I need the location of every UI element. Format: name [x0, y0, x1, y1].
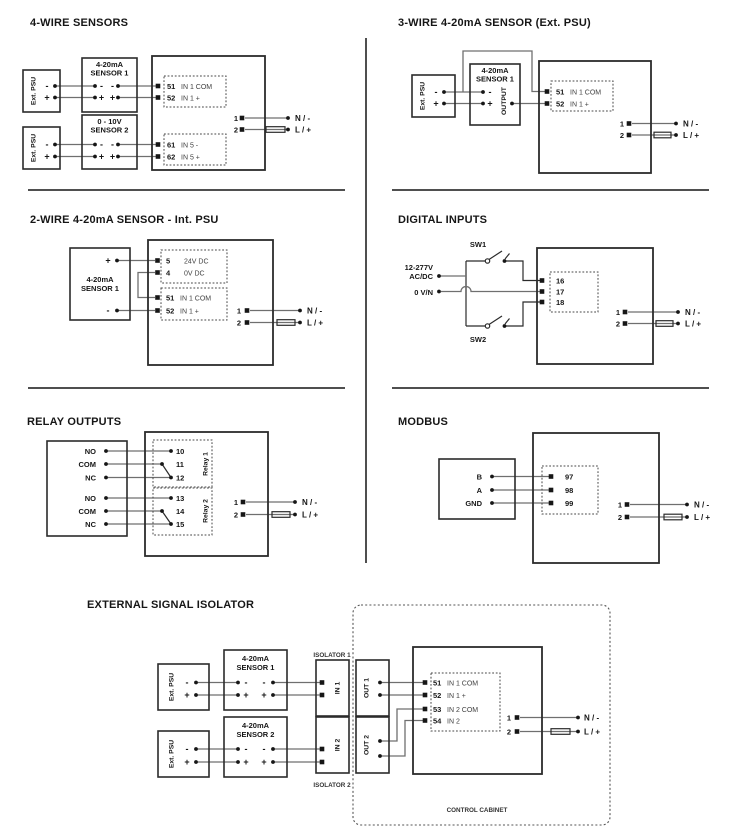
output-label: OUTPUT [501, 87, 508, 115]
terminal-52: 52 [166, 306, 175, 316]
power-terminal-1: 1 [619, 119, 624, 129]
signal-b: B [476, 472, 482, 482]
sensor2-name: SENSOR 2 [236, 730, 275, 739]
panel-2-wire-sensor [0, 190, 366, 390]
power-terminal-2: 2 [233, 510, 238, 520]
terminal-17: 17 [556, 287, 565, 297]
panel-external-signal-isolator [0, 563, 732, 839]
ext-psu-2-box [158, 731, 209, 777]
s1-plus-b: + [261, 690, 267, 700]
terminal-51: 51 [166, 293, 175, 303]
panel-title: 2-WIRE 4-20mA SENSOR - Int. PSU [30, 214, 219, 226]
sensor2-name: SENSOR 2 [90, 125, 129, 135]
psu1-minus: - [185, 677, 189, 688]
terminal-block-psu [161, 250, 227, 283]
terminal-16: 16 [556, 276, 565, 286]
psu-plus: + [433, 98, 439, 109]
terminal-51-label: IN 1 COM [570, 89, 602, 97]
sensor1-name: SENSOR 1 [476, 74, 514, 84]
terminal-97: 97 [565, 472, 574, 482]
terminal-61: 61 [167, 140, 176, 150]
signal-a: A [476, 486, 482, 495]
power-terminal-1: 1 [233, 114, 238, 123]
s1-plus-b: + [109, 92, 116, 103]
terminal-53-label: IN 2 COM [447, 707, 479, 714]
sensor-plus: + [105, 255, 111, 266]
panel-title: DIGITAL INPUTS [398, 214, 488, 226]
terminal-4: 4 [166, 268, 171, 278]
panel-digital-inputs [366, 190, 732, 390]
terminal-51-label: IN 1 COM [180, 295, 212, 303]
panel-3-wire-sensor [366, 0, 732, 190]
terminal-5: 5 [166, 256, 171, 266]
ext-psu-label: Ext. PSU [419, 81, 427, 111]
s2-minus-b: - [111, 139, 114, 150]
isolator2-label: ISOLATOR 2 [313, 782, 351, 789]
sensor2-type: 4-20mA [241, 721, 270, 730]
panel-title: EXTERNAL SIGNAL ISOLATOR [87, 599, 255, 611]
neutral-label: N / - [683, 119, 699, 129]
neutral-label: N / - [694, 500, 710, 510]
terminal-5-label: 24V DC [184, 258, 209, 266]
line-label: L / + [295, 125, 312, 135]
terminal-62: 62 [167, 152, 176, 162]
contact-nc-2: NC [85, 520, 96, 529]
supply-voltage: 12-277V [404, 263, 433, 272]
neutral-label: N / - [302, 498, 318, 507]
isolator-1-in-box [316, 660, 349, 716]
terminal-14: 14 [176, 507, 185, 516]
s2-minus-b: - [262, 744, 266, 754]
power-terminal-2: 2 [236, 318, 241, 328]
sensor1-type: 4-20mA [86, 275, 114, 284]
s1-plus-a: + [243, 690, 249, 700]
terminal-squares [540, 278, 628, 326]
contact-com-2: COM [78, 507, 96, 516]
terminal-52-label: IN 1 + [181, 95, 200, 103]
line-label: L / + [307, 318, 324, 328]
terminal-11: 11 [176, 460, 184, 469]
s2-plus-b: + [109, 151, 116, 162]
line-label: L / + [694, 513, 711, 522]
power-terminal-1: 1 [233, 498, 238, 507]
panel-title: 3-WIRE 4-20mA SENSOR (Ext. PSU) [398, 17, 591, 29]
power-terminal-1: 1 [617, 500, 622, 510]
s2-plus-b: + [261, 757, 267, 767]
terminal-61-label: IN 5 - [181, 142, 199, 150]
device-box [539, 61, 651, 173]
sensor-minus: - [488, 87, 492, 97]
terminal-squares [241, 500, 246, 517]
terminal-13: 13 [176, 494, 185, 503]
terminal-99: 99 [565, 499, 574, 508]
power-terminal-2: 2 [615, 319, 620, 329]
terminal-10: 10 [176, 447, 185, 456]
power-terminal-2: 2 [617, 513, 622, 522]
line-label: L / + [683, 131, 700, 140]
s1-plus-a: + [98, 92, 105, 103]
psu1-plus: + [44, 92, 50, 103]
line-label: L / + [685, 319, 702, 329]
terminal-53: 53 [433, 705, 442, 714]
contact-com-1: COM [78, 460, 96, 469]
terminal-15: 15 [176, 520, 185, 529]
terminal-18: 18 [556, 298, 565, 307]
power-terminal-2: 2 [619, 131, 624, 140]
psu1-minus: - [45, 81, 49, 91]
psu2-plus: + [44, 151, 50, 162]
terminal-52-label: IN 1 + [447, 693, 466, 700]
terminal-51-label: IN 1 COM [181, 84, 213, 91]
panel-title: 4-WIRE SENSORS [30, 17, 129, 29]
signal-gnd: GND [465, 499, 482, 508]
in2-label: IN 2 [334, 738, 342, 752]
junction-dots [442, 87, 678, 137]
neutral-label: N / - [584, 713, 600, 723]
power-terminal-2: 2 [233, 125, 238, 135]
terminal-51: 51 [556, 87, 565, 97]
terminal-98: 98 [565, 486, 574, 495]
sensor-plus: + [487, 98, 493, 109]
device-box [537, 248, 653, 364]
s2-minus-a: - [100, 139, 103, 150]
terminal-51: 51 [433, 678, 442, 688]
panel-4-wire-sensors [0, 0, 366, 190]
s2-minus-a: - [244, 744, 248, 754]
sw2-label: SW2 [469, 335, 487, 344]
s1-minus-b: - [111, 81, 114, 91]
contact-nc-1: NC [85, 473, 96, 483]
terminal-54-label: IN 2 [447, 718, 460, 726]
s1-minus-a: - [244, 677, 248, 688]
neutral-input: 0 V/N [414, 288, 433, 297]
terminal-52: 52 [433, 691, 442, 700]
terminal-12: 12 [176, 473, 185, 483]
neutral-label: N / - [685, 308, 701, 317]
s1-minus-a: - [100, 81, 103, 91]
isolator-1-out-box [356, 660, 389, 716]
ext-psu-2-box [23, 127, 60, 169]
panel-relay-outputs [0, 390, 366, 565]
psu-minus: - [434, 87, 438, 97]
terminal-52-label: IN 1 + [180, 308, 199, 316]
ext-psu-1-label: Ext. PSU [30, 76, 38, 106]
panel-modbus [366, 390, 732, 565]
contact-no-2: NO [84, 494, 96, 503]
isolator-2-in-box [316, 717, 349, 773]
power-terminal-1: 1 [506, 713, 511, 723]
ext-psu-box [412, 75, 455, 117]
out2-label: OUT 2 [363, 734, 371, 756]
line-label: L / + [302, 510, 319, 520]
s1-minus-b: - [262, 677, 266, 688]
ext-psu-1-label: Ext. PSU [168, 672, 176, 702]
sensor1-type: 4-20mA [241, 654, 270, 663]
terminal-51-label: IN 1 COM [447, 680, 479, 688]
sensor1-type: 4-20mA [481, 66, 509, 75]
panel-title: RELAY OUTPUTS [27, 416, 122, 428]
panel-title: MODBUS [398, 416, 449, 428]
terminal-54: 54 [433, 716, 442, 726]
relay1-label: Relay 1 [202, 452, 210, 476]
s2-plus-a: + [243, 757, 249, 767]
in1-label: IN 1 [334, 681, 342, 695]
sensor1-name: SENSOR 1 [81, 284, 119, 293]
sw1-label: SW1 [469, 240, 487, 249]
relay2-label: Relay 2 [202, 499, 210, 523]
line-label: L / + [584, 727, 601, 737]
psu1-plus: + [184, 690, 190, 700]
neutral-label: N / - [307, 306, 323, 316]
wires [492, 477, 687, 518]
s2-plus-a: + [98, 151, 105, 162]
sensor1-name: SENSOR 1 [90, 68, 129, 78]
control-cabinet-boundary [353, 605, 610, 825]
terminal-62-label: IN 5 + [181, 154, 200, 162]
control-cabinet-label: CONTROL CABINET [446, 807, 508, 814]
contact-no-1: NO [84, 447, 96, 456]
isolator1-label: ISOLATOR 1 [313, 652, 351, 659]
terminal-52: 52 [167, 93, 176, 103]
power-terminal-1: 1 [615, 308, 620, 317]
sensor1-type: 4-20mA [95, 60, 124, 69]
psu2-minus: - [45, 139, 49, 150]
neutral-label: N / - [295, 114, 311, 123]
terminal-4-label: 0V DC [184, 270, 205, 278]
power-terminal-2: 2 [506, 727, 511, 737]
power-terminal-1: 1 [236, 306, 241, 316]
ext-psu-2-label: Ext. PSU [30, 133, 38, 163]
ext-psu-1-box [158, 664, 209, 710]
supply-type: AC/DC [409, 272, 433, 281]
terminal-51: 51 [167, 82, 176, 91]
sensor1-name: SENSOR 1 [236, 663, 275, 672]
terminal-52-label: IN 1 + [570, 101, 589, 109]
device-box [533, 433, 659, 563]
ext-psu-2-label: Ext. PSU [168, 739, 176, 769]
out1-label: OUT 1 [363, 677, 371, 699]
psu2-minus: - [185, 744, 189, 754]
isolator-2-out-box [356, 717, 389, 773]
psu2-plus: + [184, 757, 190, 767]
ext-psu-1-box [23, 70, 60, 112]
sensor2-type: 0 - 10V [97, 117, 122, 126]
sensor-minus: - [106, 305, 110, 316]
terminal-52: 52 [556, 99, 565, 109]
